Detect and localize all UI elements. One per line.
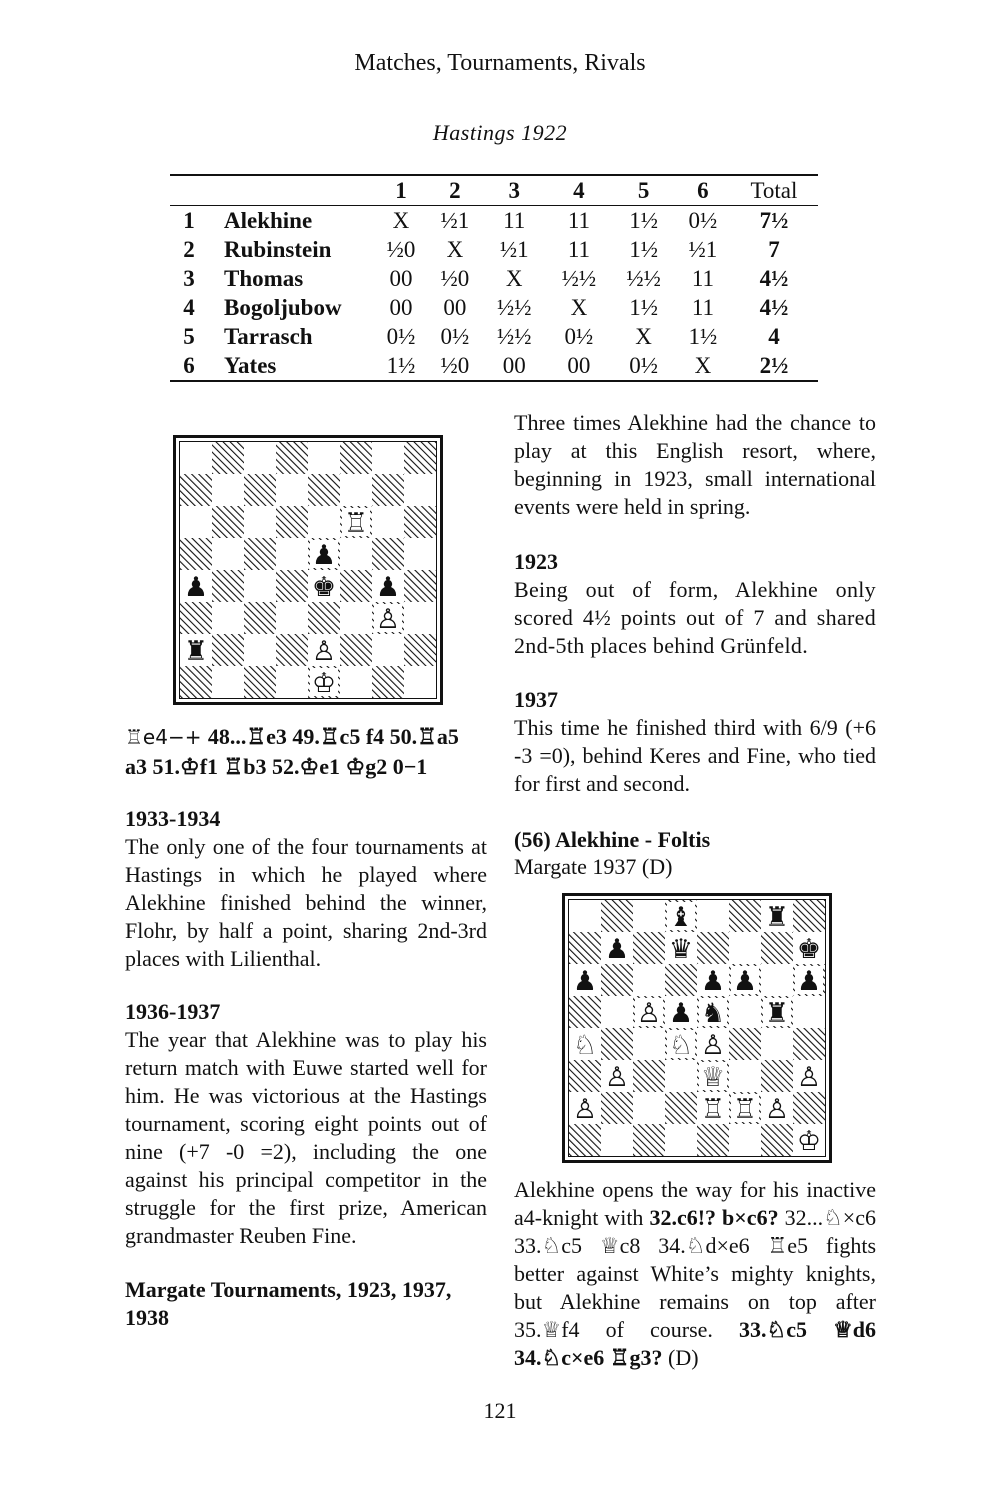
- game-heading: (56) Alekhine - Foltis: [514, 827, 711, 852]
- board-square: [569, 932, 601, 964]
- board-square: [793, 900, 825, 932]
- move-sequence: 32.c6!? b×c6?: [649, 1205, 779, 1230]
- player-rank: 5: [183, 323, 195, 349]
- player-total: 4½: [759, 294, 789, 320]
- player-name: Yates: [224, 352, 277, 378]
- result-cell: 1½: [629, 207, 658, 233]
- result-cell: X: [392, 207, 410, 233]
- board-square: [665, 1092, 697, 1124]
- board-square: [793, 1092, 825, 1124]
- result-cell: ½½: [496, 294, 532, 320]
- board-square: [212, 666, 244, 698]
- margate-intro: Three times Alekhine had the chance to play at this English resort, where, beginning in 1923, small international events were held in spring.: [514, 410, 876, 519]
- result-cell: ½½: [626, 265, 661, 291]
- crosstable-row: [170, 206, 818, 236]
- player-rank: 3: [183, 265, 195, 291]
- board-square: [244, 506, 276, 538]
- board-square: [180, 474, 212, 506]
- black-pawn-icon: ♟: [183, 572, 209, 603]
- white-king-icon: ♔: [796, 1126, 822, 1156]
- black-pawn-icon: ♟: [668, 998, 694, 1029]
- black-rook-icon: ♜: [764, 998, 790, 1029]
- section-text-1936: The year that Alekhine was to play his return match with Euwe started well for him. He was victorious at the Hastings tournament, scoring eight points out of nine (+7 -0 =2), including the one against his principal competitor in the struggle for the first prize, American grandmaster Reuben Fine.: [125, 1027, 487, 1248]
- result-cell: 00: [389, 265, 413, 291]
- result-cell: 11: [691, 265, 714, 291]
- result-cell: X: [570, 294, 588, 320]
- board-square: [308, 506, 340, 538]
- black-rook-icon: ♜: [183, 636, 209, 667]
- board-square: [372, 666, 404, 698]
- board-square: [372, 442, 404, 474]
- black-pawn-icon: ♟: [375, 572, 401, 603]
- board-square: [761, 932, 793, 964]
- board-square: [633, 964, 665, 996]
- result-cell: ½0: [440, 265, 470, 291]
- black-pawn-icon: ♟: [604, 934, 630, 965]
- white-pawn-icon: ♙: [311, 636, 337, 667]
- player-total: 7: [768, 236, 780, 262]
- table-caption: Hastings 1922: [432, 120, 568, 145]
- board-square: [729, 932, 761, 964]
- board-square: [212, 602, 244, 634]
- black-bishop-icon: ♝: [668, 902, 694, 933]
- white-pawn-icon: ♙: [764, 1094, 790, 1125]
- result-cell: X: [446, 236, 464, 262]
- section-heading-1937: 1937: [514, 687, 558, 712]
- section-text-1933: The only one of the four tournaments at Hastings in which he played where Alekhine finished behind the winner, Flohr, by half a point, sharing 2nd-3rd places with Lilienthal.: [125, 834, 487, 971]
- move-sequence: 33.♘c5 ♕d6 34.♘c×e6 ♖g3?: [514, 1317, 876, 1370]
- white-king-icon: ♔: [311, 668, 337, 698]
- board-square: [601, 1124, 633, 1156]
- commentary-text: (D): [662, 1345, 699, 1370]
- board-square: [697, 1124, 729, 1156]
- result-cell: 0½: [629, 352, 658, 378]
- white-pawn-icon: ♙: [700, 1030, 726, 1061]
- running-head: Matches, Tournaments, Rivals: [354, 50, 646, 76]
- result-cell: 1½: [629, 294, 658, 320]
- board-square: [729, 1028, 761, 1060]
- board-square: [244, 634, 276, 666]
- section-heading-1933: 1933-1934: [125, 806, 221, 831]
- black-pawn-icon: ♟: [796, 966, 822, 997]
- board-square: [697, 900, 729, 932]
- column-header: 2: [449, 177, 461, 203]
- board-square: [372, 538, 404, 570]
- move-sequence: a3 51.♔f1 ♖b3 52.♔e1 ♔g2 0−1: [125, 754, 428, 779]
- result-cell: 00: [389, 294, 413, 320]
- column-header: 3: [508, 177, 520, 203]
- board-square: [729, 1124, 761, 1156]
- result-cell: 00: [567, 352, 591, 378]
- board-square: [180, 602, 212, 634]
- board-square: [761, 1124, 793, 1156]
- result-cell: 11: [567, 207, 590, 233]
- game-commentary: [514, 1176, 876, 1372]
- player-name: Thomas: [224, 265, 304, 291]
- board-square: [340, 570, 372, 602]
- board-square: [633, 900, 665, 932]
- board-square: [569, 996, 601, 1028]
- result-cell: 1½: [386, 352, 416, 378]
- board-square: [793, 1028, 825, 1060]
- result-cell: X: [635, 323, 652, 349]
- board-square: [180, 666, 212, 698]
- total-header: Total: [750, 177, 798, 203]
- board-square: [276, 442, 308, 474]
- column-header: 4: [573, 177, 585, 203]
- board-square: [340, 634, 372, 666]
- board-square: [601, 964, 633, 996]
- result-cell: 1½: [629, 236, 658, 262]
- board-square: [372, 474, 404, 506]
- result-cell: X: [694, 352, 712, 378]
- black-knight-icon: ♞: [700, 998, 726, 1029]
- player-name: Alekhine: [224, 207, 313, 233]
- result-cell: 11: [503, 207, 526, 233]
- result-cell: 11: [691, 294, 714, 320]
- board-square: [404, 602, 436, 634]
- board-square: [276, 570, 308, 602]
- black-pawn-icon: ♟: [311, 540, 337, 571]
- section-heading-1923: 1923: [514, 549, 558, 574]
- board-square: [601, 1092, 633, 1124]
- board-square: [180, 506, 212, 538]
- board-square: [308, 602, 340, 634]
- board-square: [180, 442, 212, 474]
- player-total: 2½: [759, 352, 789, 378]
- board-square: [212, 538, 244, 570]
- board-square: [404, 666, 436, 698]
- board-square: [276, 538, 308, 570]
- black-queen-icon: ♛: [668, 934, 694, 965]
- column-header: 5: [637, 177, 650, 203]
- board-square: [761, 1028, 793, 1060]
- board-square: [212, 474, 244, 506]
- board-square: [729, 996, 761, 1028]
- crosstable-row: [170, 351, 818, 381]
- player-total: 4: [768, 323, 780, 349]
- player-total: 4½: [759, 265, 789, 291]
- result-cell: 1½: [688, 323, 718, 349]
- board-square: [372, 634, 404, 666]
- board-square: [404, 506, 436, 538]
- section-heading-margate: Margate Tournaments, 1923, 1937, 1938: [125, 1277, 452, 1330]
- crosstable-header-row: [170, 175, 818, 206]
- result-cell: 0½: [688, 207, 718, 233]
- player-name: Rubinstein: [224, 236, 332, 262]
- board-square: [340, 602, 372, 634]
- player-rank: 6: [183, 352, 195, 378]
- board-square: [180, 538, 212, 570]
- white-queen-icon: ♕: [700, 1062, 726, 1093]
- black-pawn-icon: ♟: [572, 966, 598, 997]
- board-square: [244, 442, 276, 474]
- player-total: 7½: [759, 207, 789, 233]
- board-square: [633, 1092, 665, 1124]
- board-square: [308, 442, 340, 474]
- board-square: [276, 474, 308, 506]
- board-square: [308, 474, 340, 506]
- result-cell: ½0: [440, 352, 470, 378]
- board-square: [372, 506, 404, 538]
- black-king-icon: ♚: [796, 934, 822, 965]
- board-square: [404, 474, 436, 506]
- section-heading-1936: 1936-1937: [125, 999, 221, 1024]
- white-pawn-icon: ♙: [604, 1062, 630, 1093]
- board-square: [404, 634, 436, 666]
- board-square: [244, 474, 276, 506]
- board-square: [404, 442, 436, 474]
- board-square: [633, 1028, 665, 1060]
- section-text-1937: This time he finished third with 6/9 (+6 -3 =0), behind Keres and Fine, who tied for first and second.: [514, 715, 876, 796]
- white-knight-icon: ♘: [668, 1030, 694, 1061]
- board-square: [212, 506, 244, 538]
- board-square: [761, 964, 793, 996]
- board-square: [340, 666, 372, 698]
- section-text-1923: Being out of form, Alekhine only scored 4½ points out of 7 and shared 2nd-5th places behind Grünfeld.: [514, 577, 876, 658]
- board-square: [761, 1060, 793, 1092]
- result-cell: 0½: [440, 323, 470, 349]
- board-square: [212, 570, 244, 602]
- player-name: Bogoljubow: [224, 294, 342, 320]
- board-square: [729, 900, 761, 932]
- board-square: [633, 1124, 665, 1156]
- board-square: [340, 538, 372, 570]
- board-square: [404, 538, 436, 570]
- board-square: [340, 442, 372, 474]
- white-knight-icon: ♘: [572, 1030, 598, 1061]
- player-name: Tarrasch: [224, 323, 313, 349]
- white-pawn-icon: ♙: [796, 1062, 822, 1093]
- result-cell: 00: [502, 352, 526, 378]
- black-rook-icon: ♜: [764, 902, 790, 933]
- white-rook-icon: ♖: [700, 1094, 726, 1125]
- board-square: [633, 1060, 665, 1092]
- board-square: [665, 1124, 697, 1156]
- result-cell: X: [505, 265, 523, 291]
- white-pawn-icon: ♙: [636, 998, 662, 1029]
- rank-header: [170, 175, 208, 206]
- game-moves-continuation: [125, 722, 487, 782]
- board-square: [276, 634, 308, 666]
- game-event: Margate 1937 (D): [514, 854, 673, 879]
- page-number: 121: [483, 1398, 517, 1423]
- board-square: [569, 1124, 601, 1156]
- white-pawn-icon: ♙: [572, 1094, 598, 1125]
- board-square: [601, 1028, 633, 1060]
- board-square: [244, 602, 276, 634]
- black-pawn-icon: ♟: [700, 966, 726, 997]
- player-rank: 2: [183, 236, 195, 262]
- board-square: [276, 506, 308, 538]
- crosstable-row: [170, 264, 818, 293]
- board-square: [340, 474, 372, 506]
- crosstable: [170, 174, 818, 382]
- crosstable-row: [170, 235, 818, 264]
- board-square: [601, 996, 633, 1028]
- board-square: [244, 570, 276, 602]
- move-annotation: ♖e4−+: [125, 725, 208, 749]
- move-sequence: 48...♖e3 49.♖c5 f4 50.♖a5: [207, 724, 459, 749]
- white-rook-icon: ♖: [343, 508, 369, 539]
- board-square: [601, 900, 633, 932]
- result-cell: 0½: [564, 323, 594, 349]
- result-cell: 0½: [386, 323, 416, 349]
- chess-diagram-2: [562, 893, 832, 1163]
- result-cell: ½0: [386, 236, 416, 262]
- white-pawn-icon: ♙: [375, 604, 401, 635]
- board-square: [276, 602, 308, 634]
- commentary-text: Alekhine opens the way for his inactive a4-knight with: [514, 1177, 876, 1230]
- board-square: [793, 996, 825, 1028]
- crosstable-row: [170, 322, 818, 351]
- white-rook-icon: ♖: [732, 1094, 758, 1125]
- result-cell: ½½: [496, 323, 532, 349]
- board-square: [633, 932, 665, 964]
- board-square: [212, 634, 244, 666]
- board-square: [244, 666, 276, 698]
- result-cell: ½1: [499, 236, 529, 262]
- board-square: [665, 1060, 697, 1092]
- black-pawn-icon: ♟: [732, 966, 758, 997]
- board-square: [404, 570, 436, 602]
- name-header: [208, 175, 374, 206]
- commentary-text: 32...♘×c6 33.♘c5 ♕c8 34.♘d×e6 ♖e5 fights better against White’s mighty knights, but Alekhine remains on top after 35.♕f4 of course.: [514, 1205, 876, 1342]
- result-cell: 00: [443, 294, 467, 320]
- column-header: 1: [395, 177, 407, 203]
- board-square: [244, 538, 276, 570]
- board-square: [569, 900, 601, 932]
- player-rank: 1: [183, 207, 195, 233]
- crosstable-row: [170, 293, 818, 322]
- result-cell: ½1: [688, 236, 718, 262]
- result-cell: 11: [567, 236, 590, 262]
- board-square: [276, 666, 308, 698]
- board-square: [569, 1060, 601, 1092]
- column-header: 6: [697, 177, 709, 203]
- result-cell: ½½: [561, 265, 597, 291]
- board-square: [665, 964, 697, 996]
- result-cell: ½1: [440, 207, 470, 233]
- board-square: [729, 1060, 761, 1092]
- player-rank: 4: [183, 294, 195, 320]
- chess-diagram-1: [173, 435, 443, 705]
- board-square: [697, 932, 729, 964]
- board-square: [212, 442, 244, 474]
- black-king-icon: ♚: [311, 572, 337, 603]
